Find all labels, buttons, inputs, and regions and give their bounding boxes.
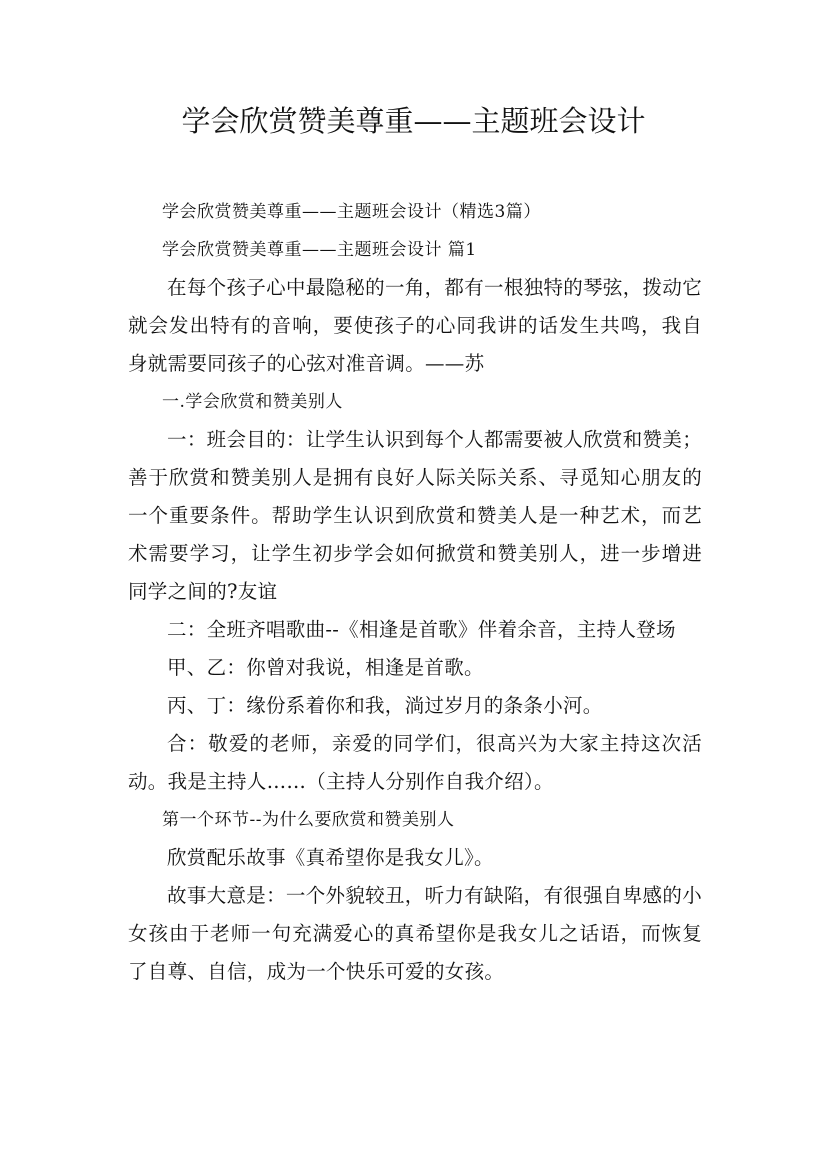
paragraph-dialog-cd: 丙、丁：缘份系着你和我，淌过岁月的条条小河。 — [167, 694, 603, 717]
paragraph-first-part: 第一个环节--为什么要欣赏和赞美别人 — [162, 810, 455, 830]
paragraph-heading-one: 一.学会欣赏和赞美别人 — [162, 392, 343, 412]
document-title: 学会欣赏赞美尊重——主题班会设计 — [181, 104, 646, 138]
paragraph-together: 合：敬爱的老师，亲爱的同学们，很高兴为大家主持这次活动。我是主持人……（主持人分别作自我介绍）。 — [128, 732, 702, 793]
paragraph-section-heading: 学会欣赏赞美尊重——主题班会设计 篇1 — [162, 240, 477, 260]
document-body — [128, 193, 702, 991]
paragraph-subtitle: 学会欣赏赞美尊重——主题班会设计（精选3篇） — [162, 202, 541, 222]
paragraph-goal: 一：班会目的：让学生认识到每个人都需要被人欣赏和赞美；善于欣赏和赞美别人是拥有良好人际关际关系、寻觅知心朋友的一个重要条件。帮助学生认识到欣赏和赞美人是一种艺术，而艺术需要学习，让学生初步学会如何掀赏和赞美别人，进一步增进同学之间的?友谊 — [128, 428, 702, 603]
paragraph-dialog-ab: 甲、乙：你曾对我说，相逢是首歌。 — [167, 656, 484, 679]
paragraph-quote: 在每个孩子心中最隐秘的一角，都有一根独特的琴弦，拨动它就会发出特有的音响，要使孩子的心同我讲的话发生共鸣，我自身就需要同孩子的心弦对准音调。——苏 — [128, 276, 702, 375]
paragraph-story-title: 欣赏配乐故事《真希望你是我女儿》。 — [167, 846, 494, 869]
paragraph-song: 二：全班齐唱歌曲--《相逢是首歌》伴着余音，主持人登场 — [167, 618, 676, 641]
paragraph-story-summary: 故事大意是：一个外貌较丑，听力有缺陷，有很强自卑感的小女孩由于老师一句充满爱心的真希望你是我女儿之话语，而恢复了自尊、自信，成为一个快乐可爱的女孩。 — [128, 884, 702, 983]
